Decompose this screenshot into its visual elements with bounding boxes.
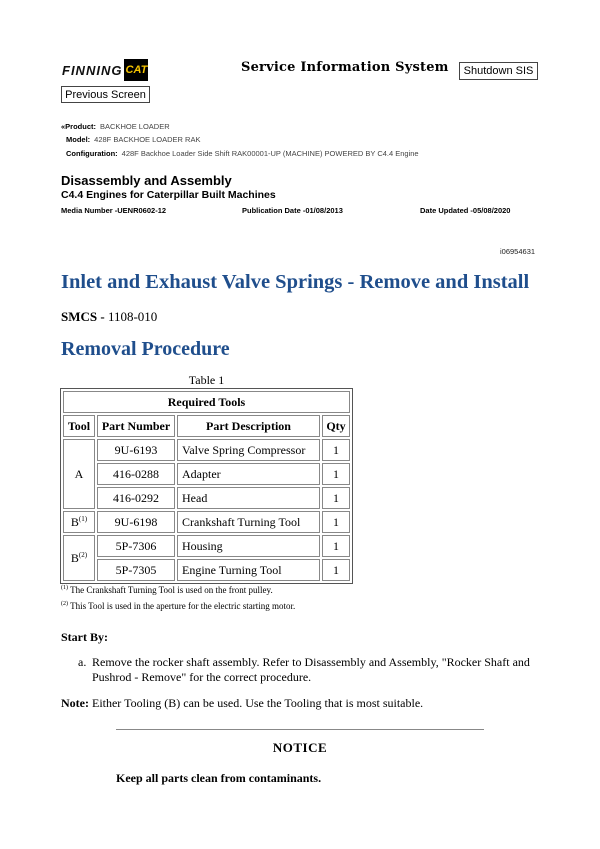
date-updated: Date Updated -05/08/2020: [420, 206, 511, 215]
note-text: Either Tooling (B) can be used. Use the Tooling that is most suitable.: [91, 696, 424, 710]
shutdown-sis-button[interactable]: Shutdown SIS: [459, 62, 538, 80]
smcs-label: SMCS -: [61, 309, 105, 324]
publication-date: Publication Date -01/08/2013: [242, 206, 343, 215]
start-by-heading: Start By:: [61, 630, 108, 644]
config-value: 428F Backhoe Loader Side Shift RAK00001-UP (MACHINE) POWERED BY C4.4 Engine: [121, 149, 419, 158]
table-title-row: [63, 391, 350, 413]
document-subtitle: C4.4 Engines for Caterpillar Built Machines: [61, 189, 276, 201]
configuration-line: [66, 149, 419, 158]
notice-title: NOTICE: [272, 740, 328, 755]
table-row: [63, 439, 350, 461]
note: [61, 696, 423, 711]
document-title: Disassembly and Assembly: [61, 173, 232, 188]
part-description-cell: Head: [177, 487, 320, 509]
footnote-2: $^{(2)}$ This Tool is used in the aperture for the electric starting motor.: [61, 601, 296, 611]
model-line: [66, 135, 200, 144]
step-a: [78, 655, 548, 685]
header-part-description: Part Description: [177, 415, 320, 437]
notice-divider: [116, 729, 484, 730]
finning-cat-logo: [62, 58, 158, 82]
required-tools-table: [60, 388, 353, 584]
image-id: i06954631: [500, 247, 536, 256]
table-row: [63, 535, 350, 557]
part-number-cell: 416-0292: [97, 487, 175, 509]
previous-screen-button[interactable]: Previous Screen: [61, 86, 150, 103]
part-number-cell: 416-0288: [97, 463, 175, 485]
media-number: Media Number -UENR0602-12: [61, 206, 167, 215]
footnote-ref: (2): [78, 550, 88, 559]
qty-cell: 1: [322, 463, 350, 485]
cat-badge: CAT: [124, 59, 148, 81]
part-number-cell: 5P-7305: [97, 559, 175, 581]
section-heading: Removal Procedure: [61, 338, 230, 360]
qty-cell: 1: [322, 559, 350, 581]
page-heading: Inlet and Exhaust Valve Springs - Remove and Install: [61, 271, 530, 293]
tool-cell: $B^{(1)}$: [63, 511, 95, 533]
qty-cell: 1: [322, 535, 350, 557]
step-label: a.: [78, 655, 87, 669]
table-row: [63, 487, 350, 509]
header-tool: Tool: [63, 415, 95, 437]
header-part-number: Part Number: [97, 415, 175, 437]
part-number-cell: 9U-6193: [97, 439, 175, 461]
system-title: Service Information System: [241, 60, 449, 75]
footnote-ref: (1): [78, 514, 88, 523]
table-caption: Table 1: [188, 373, 225, 387]
smcs-value: 1108-010: [107, 309, 158, 324]
table-row: [63, 559, 350, 581]
model-label: Model:: [66, 135, 91, 144]
part-number-cell: 5P-7306: [97, 535, 175, 557]
tool-cell: $B^{(2)}$: [63, 535, 95, 581]
qty-cell: 1: [322, 439, 350, 461]
part-description-cell: Crankshaft Turning Tool: [177, 511, 320, 533]
table-header-row: [63, 415, 350, 437]
smcs-code: [61, 309, 157, 325]
part-description-cell: Adapter: [177, 463, 320, 485]
table-row: [63, 463, 350, 485]
notice-text: Keep all parts clean from contaminants.: [116, 771, 322, 785]
qty-cell: 1: [322, 511, 350, 533]
model-value: 428F BACKHOE LOADER RAK: [94, 135, 201, 144]
product-label: «Product:: [61, 122, 97, 131]
note-label: Note:: [61, 696, 89, 710]
part-description-cell: Housing: [177, 535, 320, 557]
logo-text: FINNING: [62, 62, 123, 78]
table-title: Required Tools: [63, 391, 350, 413]
part-description-cell: Valve Spring Compressor: [177, 439, 320, 461]
step-text: Remove the rocker shaft assembly. Refer to Disassembly and Assembly, "Rocker Shaft and Pushrod - Remove" for the correct procedure.: [92, 655, 530, 684]
part-description-cell: Engine Turning Tool: [177, 559, 320, 581]
qty-cell: 1: [322, 487, 350, 509]
tool-cell: A: [63, 439, 95, 509]
footnote-1: $^{(1)}$ The Crankshaft Turning Tool is used on the front pulley.: [61, 585, 273, 595]
config-label: Configuration:: [66, 149, 118, 158]
header-qty: Qty: [322, 415, 350, 437]
product-line: [61, 122, 170, 131]
product-value: BACKHOE LOADER: [100, 122, 170, 131]
part-number-cell: 9U-6198: [97, 511, 175, 533]
table-row: [63, 511, 350, 533]
